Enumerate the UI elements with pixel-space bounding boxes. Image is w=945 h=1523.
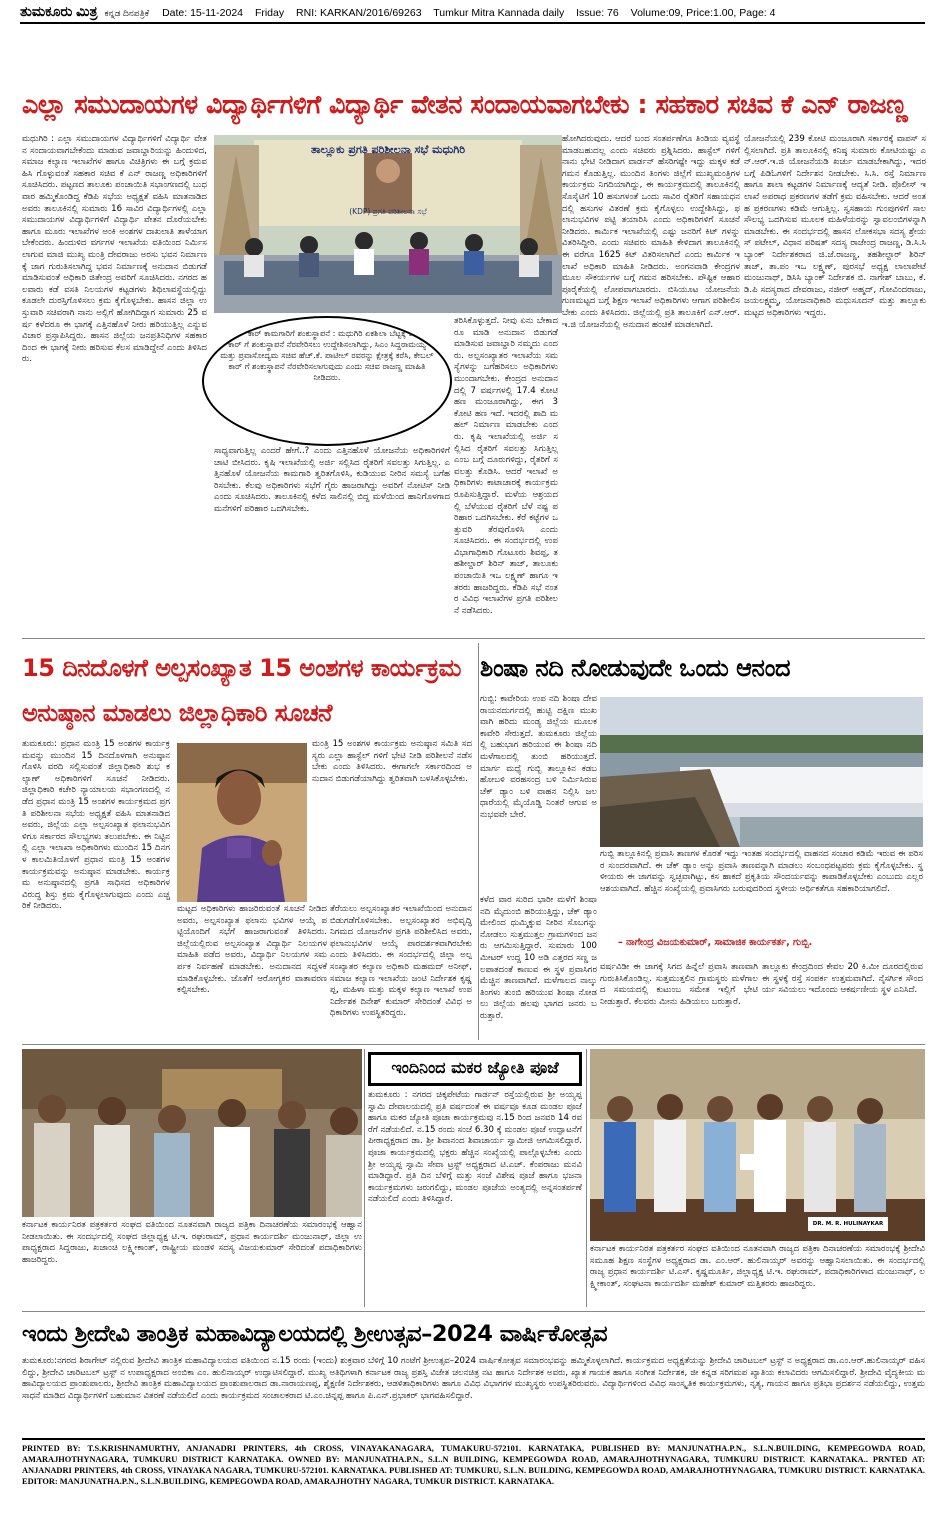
divider-1	[22, 638, 925, 639]
issue-number: Issue: 76	[576, 7, 619, 19]
story4-caption: ಕರ್ನಾಟಕ ಕಾರ್ಯನಿರತ ಪತ್ರಕರ್ತರ ಸಂಘದ ವತಿಯಿಂದ ನೂತನವಾಗಿ ರಾಜ್ಯದ ಪತ್ರಿಕಾ ದಿನಾಚರಣೆಯ ಸಮಾರಂಭಕ್ಕೆ ಆಹ್ವಾನ ನೀಡಲಾಯಿತು. ಈ ಸಂದರ್ಭದಲ್ಲಿ ಸಂಘದ ಜಿಲ್ಲಾಧ್ಯಕ್ಷ ಟಿ.ಇ. ರಘುರಾಮ್, ಪ್ರಧಾನ ಕಾರ್ಯದರ್ಶಿ ಮಂಜುನಾಥ್, ಜಿಲ್ಲಾ ಉಪಾಧ್ಯಕ್ಷರಾದ ಸಿದ್ದರಾಜು, ಖಜಾಂಚಿ ಲಕ್ಷ್ಮೀಕಾಂತ್, ರಾಷ್ಟ್ರೀಯ ಮಂಡಳಿ ಸದಸ್ಯ ವಿಜಯಕುಮಾರ್ ಸೇರಿದಂತೆ ಪದಾಧಿಕಾರಿಗಳು ಹಾಜರಿದ್ದರು.	[22, 1220, 362, 1265]
meeting-photo-graphic	[214, 135, 562, 313]
divider-vertical-2	[364, 1049, 365, 1307]
collector-photo-graphic	[177, 743, 307, 902]
story7-body: ತುಮಕೂರು:ನಗರದ ಶಿರಾಗೇಟ್ ನಲ್ಲಿರುವ ಶ್ರೀದೇವಿ ತಾಂತ್ರಿಕ ಮಹಾವಿದ್ಯಾಲಯದ ವತಿಯಿಂದ ನ.15 ರಂದು (ಇಂದು) ಶುಕ್ರವಾರ ಬೆಳಿಗ್ಗೆ 10 ಗಂಟೆಗೆ ಶ್ರೀಉತ್ಸವ–2024 ವಾರ್ಷಿಕೋತ್ಸವ ಸಮಾರಂಭವನ್ನು ಹಮ್ಮಿಕೊಳ್ಳಲಾಗಿದೆ. ಕಾರ್ಯಕ್ರಮದ ಅಧ್ಯಕ್ಷತೆಯನ್ನು ಶ್ರೀದೇವಿ ಚಾರಿಟಬಲ್ ಟ್ರಸ್ಟ್ ನ ಅಧ್ಯಕ್ಷರಾದ ಡಾ.ಎಂ.ಆರ್.ಹುಲಿನಾಯ್ಕರ್ ವಹಿಸಲಿದ್ದು, ಶ್ರೀದೇವಿ ಚಾರಿಟಬಲ್ ಟ್ರಸ್ಟ್ ನ ಉಪಾಧ್ಯಕ್ಷರಾದ ಅಂಬಿಕಾ ಎಂ. ಹುಲಿನಾಯ್ಕರ್ ಉದ್ಘಾಟಿಸಲಿದ್ದಾರೆ. ಮುಖ್ಯ ಅತಿಥಿಗಳಾಗಿ ಕರ್ನಾಟಕ ರಾಜ್ಯ ಪ್ರಶಸ್ತಿ ವಿಜೇತ ಚಲನಚಿತ್ರ ನಟ ಹಾಗೂ ನಿರ್ದೇಶಕ ಅವರು, ಖ್ಯಾತ ಗಾಯಕ ಹಾಗೂ ಸಂಗೀತ ನಿರ್ದೇಶಕ, ಜೀ ಕನ್ನಡ ಸರಿಗಮಪ ಖ್ಯಾತಿಯ ಕಲಾವಿದರು ಆಗಮಿಸಲಿದ್ದಾರೆ. ಶ್ರೀದೇವಿ ವೈದ್ಯಕೀಯ ಮಹಾವಿದ್ಯಾಲಯದ ಪ್ರಾಂಶುಪಾಲರು, ಶ್ರೀದೇವಿ ತಾಂತ್ರಿಕ ಮಹಾವಿದ್ಯಾಲಯದ ಪ್ರಾಂಶುಪಾಲರಾದ ಡಾ.ನಾರಾಯಣಪ್ಪ, ಶೈಕ್ಷಣಿಕ ನಿರ್ದೇಶಕರು, ಆಡಳಿತಾಧಿಕಾರಿಗಳು ಹಾಗೂ ವಿವಿಧ ವಿಭಾಗಗಳ ಮುಖ್ಯಸ್ಥರು ಉಪಸ್ಥಿತರಿರುವರು. ವಿದ್ಯಾರ್ಥಿಗಳಿಂದ ವಿವಿಧ ಸಾಂಸ್ಕೃತಿಕ ಕಾರ್ಯಕ್ರಮಗಳು, ನೃತ್ಯ, ಗಾಯನ ಹಾಗೂ ಪ್ರತಿಭಾ ಪ್ರದರ್ಶನ ನಡೆಯಲಿದ್ದು, ಉತ್ತಮ ಸಾಧನೆ ಮಾಡಿದ ವಿದ್ಯಾರ್ಥಿಗಳಿಗೆ ಬಹುಮಾನ ವಿತರಣೆ ನಡೆಯಲಿದೆ ಎಂದು ಕಾರ್ಯಕ್ರಮದ ಸಂಚಾಲಕರಾದ ಟಿ.ಎಂ.ಚಿನ್ನಪ್ಪ ಹಾಗೂ ಪಿ.ಎನ್.ಪ್ರಭಾಕರ್ ಭಾಗವಹಿಸಲಿದ್ದಾರೆ.	[22, 1356, 925, 1401]
divider-2	[22, 1044, 925, 1045]
page-number: Page: 4	[739, 7, 776, 19]
story2-column-2-top: ಮಂತ್ರಿ 15 ಅಂಶಗಳ ಕಾರ್ಯಕ್ರಮ ಅನುಷ್ಠಾನ ಸಮಿತಿ ಸದಸ್ಯರು ಎಲ್ಲಾ ಹಾಸ್ಟೆಲ್ ಗಳಿಗೆ ಭೇಟಿ ನೀಡಿ ಪರಿಶೀಲನೆ ನಡೆಸಬೇಕು ಎಂದು ತಿಳಿಸಿದರು. ಈಗಾಗಲೇ ಸರ್ಕಾರದಿಂದ ಅನುದಾನ ಬಿಡುಗಡೆಯಾಗಿದ್ದು ತ್ವರಿತವಾಗಿ ಬಳಸಿಕೊಳ್ಳಬೇಕು.	[312, 739, 472, 784]
masthead-rule	[20, 22, 925, 24]
story7-headline: ಇಂದು ಶ್ರೀದೇವಿ ತಾಂತ್ರಿಕ ಮಹಾವಿದ್ಯಾಲಯದಲ್ಲಿ ಶ್ರೀಉತ್ಸವ–2024 ವಾರ್ಷಿಕೋತ್ಸವ	[22, 1321, 608, 1347]
story1-under-caption: ಸಾಧ್ಯವಾಗುತ್ತಿಲ್ಲ ಎಂದರೆ ಹೇಗೆ..? ಎಂದು ಎತ್ತಿನಹೊಳೆ ಯೋಜನೆಯ ಅಧಿಕಾರಿಗಳಿಗೆ ಚಾಟಿ ಬೀಸಿದರು. ಕೃಷಿ ಇಲಾಖೆಯಲ್ಲಿ ಅರ್ಜಿ ಸಲ್ಲಿಸಿದ ರೈತರಿಗೆ ಸವಲತ್ತು ಸಿಗುತ್ತಿಲ್ಲ. ಎತ್ತಿನಹೊಳೆ ಯೋಜನೆಯ ಕಾಮಗಾರಿ ತ್ವರಿತಗೊಳಿಸಿ, ಕುಡಿಯುವ ನೀರಿನ ಸಮಸ್ಯೆ ಬಗೆಹರಿಸಬೇಕು. ಕೆಲವು ಅಧಿಕಾರಿಗಳು ಸಭೆಗೆ ಗೈರು ಹಾಜರಾಗಿದ್ದು ಅವರಿಗೆ ನೋಟಿಸ್ ನೀಡಿ ಎಂದು ಸೂಚಿಸಿದರು. ತಾಲೂಕಿನಲ್ಲಿ ಕಳೆದ ಸಾಲಿನಲ್ಲಿ ಬಿದ್ದ ಮಳೆಯಿಂದ ಹಾನಿಗೊಳಗಾದ ಮನೆಗಳಿಗೆ ಪರಿಹಾರ ಒದಗಿಸಬೇಕು.	[214, 446, 450, 514]
invitation-photo	[590, 1049, 925, 1241]
story1-column-2-right: ತರಿಸಿಕೊಳ್ಳುತ್ತದೆ. ನೀವು ಏನು ಬೇಕಾದರೂ ಮಾಡಿ ಅನುದಾನ ಬಿಡುಗಡೆ ಮಾಡಿಸುವ ಜವಾಬ್ದಾರಿ ನಮ್ಮದು ಎಂದರು. ಅಲ್ಪಸಂಖ್ಯಾತರ ಇಲಾಖೆಯ ಸಮಸ್ಯೆಗಳನ್ನು ಬಗೆಹರಿಸಲು ಅಧಿಕಾರಿಗಳು ಮುಂದಾಗಬೇಕು. ಕೇಂದ್ರದ ಅನುದಾನದಲ್ಲಿ 7 ವರ್ಷಗಳಲ್ಲಿ 17.4 ಕೋಟಿ ಹಣ ಮಂಜೂರಾಗಿದ್ದು, ಈಗ 3 ಕೋಟಿ ಹಣ ಇದೆ. ಇದರಲ್ಲಿ ಶಾದಿ ಮಹಲ್ ನಿರ್ಮಾಣ ಮಾಡಬೇಕು ಎಂದರು. ಕೃಷಿ ಇಲಾಖೆಯಲ್ಲಿ ಅರ್ಜಿ ಸಲ್ಲಿಸಿದ ರೈತರಿಗೆ ಸವಲತ್ತು ಸಿಗುತ್ತಿಲ್ಲ ಎಂಬ ಬಗ್ಗೆ ದೂರುಗಳಿದ್ದು, ರೈತರಿಗೆ ಸವಲತ್ತು ಕೊಡಿಸಿ. ಆದರೆ ಇಲಾಖೆ ಅಧಿಕಾರಿಗಳು ಕಾಟಾಚಾರಕ್ಕೆ ಕಾರ್ಯಕ್ರಮ ರೂಪಿಸುತ್ತಿದ್ದಾರೆ. ಮಳೆಯ ಆಶ್ರಯದಲ್ಲಿ ಬೆಳೆಯುವ ರೈತರಿಗೆ ಬೆಳೆ ನಷ್ಟ ಪರಿಹಾರ ಒದಗಿಸಬೇಕು. ಕೆರೆ ಕಟ್ಟೆಗಳ ಒತ್ತುವರಿ ತೆರವುಗೊಳಿಸಿ ಎಂದು ಸೂಚಿಸಿದರು. ಈ ಸಂದರ್ಭದಲ್ಲಿ ಉಪ ವಿಭಾಗಾಧಿಕಾರಿ ಗೊಟೂರು ಶಿವಪ್ಪ, ತಹಶೀಲ್ದಾರ್ ಶಿರಿನ್ ತಾಜ್, ತಾಲೂಕು ಪಂಚಾಯಿತಿ ಇಒ ಲಕ್ಷ್ಮಣ್ ಹಾಗೂ ಇತರರು ಹಾಜರಿದ್ದರು. ಕೆಡಿಪಿ ಸಭೆ ನಂತರ ವಿವಿಧ ಇಲಾಖೆಗಳ ಪ್ರಗತಿ ಪರಿಶೀಲನೆ ನಡೆಸಿದರು.	[454, 316, 558, 616]
volume-number: Volume:09,	[630, 7, 684, 19]
story2-headline-line1: 15 ದಿನದೊಳಗೆ ಅಲ್ಪಸಂಖ್ಯಾತ 15 ಅಂಶಗಳ ಕಾರ್ಯಕ್ರಮ	[22, 654, 461, 682]
invitation-photo-graphic	[590, 1049, 925, 1241]
story5-body: ತುಮಕೂರು : ನಗರದ ಚಿಕ್ಕಪೇಟೆಯ ಗಾರ್ಡನ್ ರಸ್ತೆಯಲ್ಲಿರುವ ಶ್ರೀ ಅಯ್ಯಪ್ಪ ಸ್ವಾಮಿ ದೇವಾಲಯದಲ್ಲಿ ಪ್ರತಿ ವರ್ಷದಂತೆ ಈ ವರ್ಷವೂ ಕೂಡ ಮಂಡಲ ಪೂಜೆ ಹಾಗೂ ಮಕರ ಜ್ಯೋತಿ ಪೂಜಾ ಕಾರ್ಯಕ್ರಮವು ನ.15 ರಿಂದ ಜನವರಿ 14 ರವರೆಗೆ ನಡೆಯಲಿದೆ. ನ.15 ರಂದು ಸಂಜೆ 6.30 ಕ್ಕೆ ಮಂಡಲ ಪೂಜೆ ಉದ್ಘಾಟನೆಗೆ ಪೀಠಾಧ್ಯಕ್ಷರಾದ ಡಾ. ಶ್ರೀ ಶಿವಾನಂದ ಶಿವಾಚಾರ್ಯ ಸ್ವಾಮೀಜಿ ಆಗಮಿಸಲಿದ್ದಾರೆ. ಪೂಜಾ ಕಾರ್ಯಕ್ರಮದಲ್ಲಿ ಭಕ್ತರು ಹೆಚ್ಚಿನ ಸಂಖ್ಯೆಯಲ್ಲಿ ಪಾಲ್ಗೊಳ್ಳಬೇಕು ಎಂದು ಶ್ರೀ ಅಯ್ಯಪ್ಪ ಸ್ವಾಮಿ ಸೇವಾ ಟ್ರಸ್ಟ್ ಅಧ್ಯಕ್ಷರಾದ ಟಿ.ಎಚ್. ಕೆಂಪರಾಜು ಮನವಿ ಮಾಡಿದ್ದಾರೆ. ಪ್ರತಿ ದಿನ ಬೆಳಿಗ್ಗೆ ಮತ್ತು ಸಂಜೆ ವಿಶೇಷ ಪೂಜೆ ಹಾಗೂ ಭಜನಾ ಕಾರ್ಯಕ್ರಮಗಳು ಜರುಗಲಿದ್ದು, ಮಂಡಲ ಪೂಜೆಯ ಅಂತ್ಯದಲ್ಲಿ ಅನ್ನಸಂತರ್ಪಣೆ ನಡೆಯಲಿದೆ ಎಂದು ತಿಳಿಸಿದ್ದಾರೆ.	[368, 1090, 582, 1205]
story6-caption: ಕರ್ನಾಟಕ ಕಾರ್ಯನಿರತ ಪತ್ರಕರ್ತರ ಸಂಘದ ವತಿಯಿಂದ ನೂತನವಾಗಿ ರಾಜ್ಯದ ಪತ್ರಿಕಾ ದಿನಾಚರಣೆಯ ಸಮಾರಂಭಕ್ಕೆ ಶ್ರೀದೇವಿ ಸಮೂಹ ಶಿಕ್ಷಣ ಸಂಸ್ಥೆಗಳ ಅಧ್ಯಕ್ಷರಾದ ಡಾ. ಎಂ.ಆರ್. ಹುಲಿನಾಯ್ಕರ್ ಅವರನ್ನು ಆಹ್ವಾನಿಸಲಾಯಿತು. ಈ ಸಂದರ್ಭದಲ್ಲಿ ರಾಜ್ಯ ಪ್ರಧಾನ ಕಾರ್ಯದರ್ಶಿ ಟಿ.ಎಸ್. ಕೃಷ್ಣಮೂರ್ತಿ, ಜಿಲ್ಲಾಧ್ಯಕ್ಷ ಟಿ.ಇ. ರಘುರಾಮ್, ಪದಾಧಿಕಾರಿಗಳಾದ ಮಂಜುನಾಥ್, ಲಕ್ಷ್ಮೀಕಾಂತ್, ಸಂಘಟನಾ ಕಾರ್ಯದರ್ಶಿ ಮಹೇಶ್ ಕುಮಾರ್ ಮತ್ತಿತರರು ಹಾಜರಿದ್ದರು.	[590, 1244, 925, 1289]
story1-photo	[214, 135, 562, 313]
collector-photo	[177, 743, 307, 902]
nameplate: DR. M. R. HULINAYKAR	[812, 1221, 884, 1227]
story3-wide-text: ಗುಬ್ಬಿ ತಾಲ್ಲೂಕಿನಲ್ಲಿ ಪ್ರವಾಸಿ ತಾಣಗಳ ಕೊರತೆ ಇದ್ದು ಇಂತಹ ಸಂದರ್ಭದಲ್ಲಿ ವಾಹನದ ಸಂಚಾರ ಕಡಿಮೆ ಇರುವ ಈ ಪರಿಸರ ಸುಂದರವಾಗಿದೆ. ಈ ಚೆಕ್ ಡ್ಯಾಂ ಅನ್ನು ಪ್ರವಾಸಿ ತಾಣವನ್ನಾಗಿ ಮಾಡಲು ಸಂಬಂಧಪಟ್ಟವರು ಕ್ರಮ ಕೈಗೊಳ್ಳಬೇಕು. ಸ್ಥಳೀಯರು ಈ ಜಾಗವನ್ನು ಸ್ವಚ್ಛವಾಗಿಟ್ಟು, ಕಸ ಹಾಕದೆ ಪ್ರಕೃತಿಯ ಸೌಂದರ್ಯವನ್ನು ಕಾಪಾಡಿಕೊಳ್ಳಬೇಕು ಎಂಬುದು ಎಲ್ಲರ ಆಶಯವಾಗಿದೆ. ಹೆಚ್ಚಿನ ಸಂಖ್ಯೆಯಲ್ಲಿ ಪ್ರವಾಸಿಗರು ಬರುವುದರಿಂದ ಸ್ಥಳೀಯ ಆರ್ಥಿಕತೆಗೂ ಸಹಕಾರಿಯಾಗಲಿದೆ.	[600, 849, 923, 894]
story1-column-4: ಯೋಜನೆಯಲ್ಲಿ 239 ಕೋಟಿ ಮಂಜೂರಾಗಿ ಸರ್ಕಾರಕ್ಕೆ ವಾಪಸ್ ಸಲ್ಲಿಸಲಾಗಿದೆ. ಪ್ರತಿ ತಾಲೂಕಿನಲ್ಲಿ ಕನಿಷ್ಠ ಸುಮಾರು ಕೋಟಿಯಷ್ಟು ಎನ್.ಆರ್.ಇ.ಜಿ ಯೋಜನೆಯಡಿ ಖರ್ಚು ಮಾಡಬೇಕಾಗಿದ್ದು, ಇದರ ಬಗ್ಗೆ ಪಿಡಿಓಗಳಿಗೆ ನಿರ್ದೇಶನ ನೀಡಬೇಕು. ಸಿ.ಸಿ. ರಸ್ತೆ ನಿರ್ಮಾಣ ಹಾಗೂ ಶಾಲಾ ಕಟ್ಟಡಗಳ ನಿರ್ಮಾಣಕ್ಕೆ ಆದ್ಯತೆ ನೀಡಿ. ಪೊಲೀಸ್ ಇಲಾಖೆ ಅಪರಾಧ ಪ್ರಕರಣಗಳ ತಡೆಗೆ ಕ್ರಮ ವಹಿಸಬೇಕು. ಆದರೆ ಅಂತಹ ಪ್ರಕರಣಗಳು ಕಡಿಮೆ ಆಗುತ್ತಿಲ್ಲ. ಸ್ವಸಹಾಯ ಗುಂಪುಗಳಿಗೆ ಸಾಲ ಸೌಲಭ್ಯ ಒದಗಿಸುವ ಮೂಲಕ ಮಹಿಳೆಯರನ್ನು ಸ್ವಾವಲಂಬಿಗಳನ್ನಾಗಿ ಮಾಡಬೇಕು. ಈ ಸಂದರ್ಭದಲ್ಲಿ ಹಾಸನ ಲೋಕಸಭಾ ಸದಸ್ಯ ಶ್ರೇಯಸ್ ಪಟೇಲ್, ವಿಧಾನ ಪರಿಷತ್ ಸದಸ್ಯ ರಾಜೇಂದ್ರ ರಾಜಣ್ಣ, ಡಿ.ಸಿ.ಸಿ ಬ್ಯಾಂಕ್ ನಿರ್ದೇಶಕರಾದ ಜಿ.ಜೆ.ರಾಜಣ್ಣ, ತಹಶೀಲ್ದಾರ್ ಶಿರಿನ್ ತಾಜ್, ತಾ.ಪಂ ಇಒ ಲಕ್ಷ್ಮಣ್, ಪುರಸಭೆ ಅಧ್ಯಕ್ಷ ಲಾಲಾಪೇಟೆ ಮಂಜುನಾಥ್, ಡಿಸಿಸಿ ಬ್ಯಾಂಕ್ ನಿರ್ದೇಶಕ ಬಿ. ನಾಗೇಶ್ ಬಾಬು, ಕೆ.ಡಿ.ಪಿ ಸದಸ್ಯರಾದ ದೇವರಾಜು, ನಜೀರ್ ಅಹ್ಮದ್, ಗೋವಿಂದರಾಜು, ಜಯಲಕ್ಷ್ಮಮ್ಮ, ಯೋಜನಾಧಿಕಾರಿ ಮಧುಸೂದನ್ ಮತ್ತು ತಾಲ್ಲೂಕು ಮಟ್ಟದ ಅಧಿಕಾರಿಗಳು ಇದ್ದರು.	[744, 134, 926, 318]
story3-column-3b: ತಾಲ್ಲೂಕು ಕೇಂದ್ರದಿಂದ ಕೇವಲ 20 ಕಿ.ಮೀ ದೂರದಲ್ಲಿರುವ ಈ ಸ್ಥಳಕ್ಕೆ ರಸ್ತೆ ಸಂಪರ್ಕ ಉತ್ತಮವಾಗಿದೆ. ನೈಸರ್ಗಿಕ ಸೌಂದರ್ಯ ಸವಿಯಲು ಇದೊಂದು ಆಕರ್ಷಣೀಯ ಸ್ಥಳ ಎನಿಸಿದೆ.	[762, 962, 923, 996]
price: Price:1.00,	[686, 7, 737, 19]
story3-column-2: ಕಳೆದ ವಾರ ಸುರಿದ ಭಾರೀ ಮಳೆಗೆ ಶಿಂಷಾ ನದಿ ಮೈದುಂಬಿ ಹರಿಯುತ್ತಿದ್ದು, ಚೆಕ್ ಡ್ಯಾಂ ಮೇಲಿಂದ ಧುಮ್ಮಿಕ್ಕುವ ನೀರಿನ ಸೊಬಗನ್ನು ನೋಡಲು ಸುತ್ತಮುತ್ತಲ ಗ್ರಾಮಗಳಿಂದ ಜನರು ಆಗಮಿಸುತ್ತಿದ್ದಾರೆ. ಸುಮಾರು 100 ಮೀಟರ್ ಉದ್ದ 10 ಅಡಿ ಎತ್ತರದ ಸಣ್ಣ ಜಲಪಾತದಂತೆ ಕಾಣುವ ಈ ಸ್ಥಳ ಪ್ರವಾಸಿಗರ ಮೆಚ್ಚಿನ ತಾಣವಾಗಿದೆ. ಮಳೆಗಾಲದ ನಾಲ್ಕು ತಿಂಗಳು ತುಂಬಿ ಹರಿಯುವ ಶಿಂಷಾ ನೋಡಲು ಜಿಲ್ಲೆಯ ಹಲವು ಭಾಗದ ಜನರು ಬರುತ್ತಾರೆ.	[480, 895, 597, 1021]
divider-vertical-3	[586, 1049, 587, 1307]
issue-date: Date: 15-11-2024	[162, 7, 244, 19]
press-club-photo-graphic	[22, 1049, 362, 1217]
river-photo-graphic	[600, 697, 923, 847]
footer-rule	[22, 1438, 925, 1440]
masthead	[20, 0, 925, 22]
paper-logo: ತುಮಕೂರು ಮಿತ್ರ	[20, 3, 98, 19]
story5-headline: ಇಂದಿನಿಂದ ಮಕರ ಜ್ಯೋತಿ ಪೂಜೆ	[368, 1052, 582, 1086]
story1-column-3: ಹೋಗಿದರುವುದು. ಆದರೆ ಬಂದ ಸಂತರ್ಪಣೆಗೂ ತಿಂಡಿಯ ವ್ಯವಸ್ಥೆ ಮಾಡಬಹುದಲ್ಲ ಎಂದು ಸಚಿವರು ಪ್ರಶ್ನಿಸಿದರು. ಹಾಸ್ಟೆಲ್ ಗಳಿಗೆ ನಾನು ಭೇಟಿ ನೀಡಿದಾಗ ವಾರ್ಡನ್ ಹೆಸರಿಗಷ್ಟೇ ಇದ್ದು ಮಕ್ಕಳ ಕಡೆ ಗಮನ ಕೊಡುತ್ತಿಲ್ಲ. ಮುಂದಿನ ತಿಂಗಳು ಜಿಲ್ಲೆಗೆ ಮುಖ್ಯಮಂತ್ರಿಗಳ ಕಾರ್ಯಕ್ರಮ ನಿಗದಿಯಾಗಿದ್ದು, ಈ ಕಾರ್ಯಕ್ರಮದಲ್ಲಿ ತಾಲೂಕಿನಲ್ಲಿ ಸೊಸೈಟಿಗೆ 10 ಹಸುಗಳಂತೆ ಒಂದು ಸಾವಿರ ರೈತರಿಗೆ ಸಹಾಯಧನದಲ್ಲಿ ಹಸುಗಳ ವಿತರಣೆ ಕ್ರಮ ಕೈಗೊಳ್ಳಲು ಉದ್ದೇಶಿಸಿದ್ದು, ಫಲಾನುಭವಿಗಳ ಪಟ್ಟಿ ತಯಾರಿಸಿ ಎಂದು ಅಧಿಕಾರಿಗಳಿಗೆ ಸೂಚನೆ ನೀಡಿದರು. ಕಾರ್ಮಿಕ ಇಲಾಖೆಯಲ್ಲಿ ಎಷ್ಟು ಜನರಿಗೆ ಕಿಟ್ ಗಳನ್ನು ವಿತರಿಸಿದ್ದೀರಿ. ಎಂದು ಸಚಿವರು ಮಾಹಿತಿ ಕೇಳಿದಾಗ ತಾಲೂಕಿನಲ್ಲಿ ಈ ವರೆಗೂ 1625 ಕಿಟ್ ವಿತರಿಸಲಾಗಿದೆ ಎಂದು ಕಾರ್ಮಿಕ ಇಲಾಖೆ ಅಧಿಕಾರಿ ಮಾಹಿತಿ ನೀಡಿದರು. ಅಂಗನವಾಡಿ ಕೇಂದ್ರಗಳ ಮೂಲ ಸೌಕರ್ಯಗಳ ಬಗ್ಗೆ ಗಮನ ಹರಿಸಬೇಕು. ಪೌಷ್ಟಿಕ ಆಹಾರ ಪೂರೈಕೆಯಲ್ಲಿ ಲೋಪವಾಗಬಾರದು. ಬಿಸಿಯೂಟ ಯೋಜನೆಯ ಗುಣಮಟ್ಟದ ಬಗ್ಗೆ ಶಿಕ್ಷಣ ಇಲಾಖೆ ಅಧಿಕಾರಿಗಳು ಆಗಾಗ ಪರಿಶೀಲಿಸಬೇಕು ಎಂದು ತಿಳಿಸಿದರು. ಜಿಲ್ಲೆಯಲ್ಲಿ ಪ್ರತಿ ತಾಲೂಕಿಗೆ ಎನ್.ಆರ್.ಇ.ಜಿ ಯೋಜನೆಯಲ್ಲಿ ಅನುದಾನ ಹಂಚಿಕೆ ಮಾಡಲಾಗಿದೆ.	[562, 134, 740, 330]
photo-kdp-text: (KDP) ಪ್ರಗತಿ ಪರಿಶೀಲನಾ ಸಭೆ	[349, 207, 427, 216]
story3-signature: – ನಾಗೇಂದ್ರ ವಿಜಯಕುಮಾರ್, ಸಾಮಾಜಿಕ ಕಾರ್ಯಕರ್ತ, ಗುಬ್ಬಿ.	[618, 937, 813, 948]
divider-vertical-1	[478, 643, 479, 1040]
shimsha-river-photo	[600, 697, 923, 847]
paper-subtitle: ಕನ್ನಡ ದಿನಪತ್ರಿಕೆ	[104, 8, 150, 18]
story2-column-1: ತುಮಕೂರು: ಪ್ರಧಾನ ಮಂತ್ರಿ 15 ಅಂಶಗಳ ಕಾರ್ಯಕ್ರಮವನ್ನು ಮುಂದಿನ 15 ದಿನದೊಳಗಾಗಿ ಅನುಷ್ಠಾನಗೊಳಿಸಿ ವರದಿ ಸಲ್ಲಿಸುವಂತೆ ಜಿಲ್ಲಾಧಿಕಾರಿ ಶುಭ ಕಲ್ಯಾಣ್ ಅಧಿಕಾರಿಗಳಿಗೆ ಸೂಚನೆ ನೀಡಿದರು. ಜಿಲ್ಲಾಧಿಕಾರಿ ಕಚೇರಿ ನ್ಯಾಯಾಲಯ ಸಭಾಂಗಣದಲ್ಲಿ ನಡೆದ ಪ್ರಧಾನ ಮಂತ್ರಿ 15 ಅಂಶಗಳ ಕಾರ್ಯಕ್ರಮದ ಪ್ರಗತಿ ಪರಿಶೀಲನಾ ಸಭೆಯ ಅಧ್ಯಕ್ಷತೆ ವಹಿಸಿ ಮಾತನಾಡಿದ ಅವರು, ಜಿಲ್ಲೆಯ ಎಲ್ಲಾ ಅಲ್ಪಸಂಖ್ಯಾತ ಫಲಾನುಭವಿಗಳಿಗೂ ಸರ್ಕಾರದ ಸೌಲಭ್ಯಗಳು ತಲುಪಬೇಕು. ಈ ನಿಟ್ಟಿನಲ್ಲಿ ಎಲ್ಲಾ ಇಲಾಖಾ ಅಧಿಕಾರಿಗಳು ಮುಂದಿನ 15 ದಿನಗಳ ಕಾಲಮಿತಿಯೊಳಗೆ ಪ್ರಧಾನ ಮಂತ್ರಿ 15 ಅಂಶಗಳ ಕಾರ್ಯಕ್ರಮವನ್ನು ಅನುಷ್ಠಾನ ಮಾಡಬೇಕು. ಕಾರ್ಯಕ್ರಮ ಅನುಷ್ಠಾನದಲ್ಲಿ ಪ್ರಗತಿ ಸಾಧಿಸದ ಅಧಿಕಾರಿಗಳ ವಿರುದ್ಧ ಶಿಸ್ತು ಕ್ರಮ ಕೈಗೊಳ್ಳಲಾಗುವುದು ಎಂದು ಎಚ್ಚರಿಕೆ ನೀಡಿದರು.	[22, 739, 170, 912]
issue-day: Friday	[254, 7, 285, 19]
story1-headline: ಎಲ್ಲಾ ಸಮುದಾಯಗಳ ವಿದ್ಯಾರ್ಥಿಗಳಿಗೆ ವಿದ್ಯಾರ್ಥಿ ವೇತನ ಸಂದಾಯವಾಗಬೇಕು : ಸಹಕಾರ ಸಚಿವ ಕೆ ಎನ್ ರಾಜಣ್ಣ	[22, 90, 908, 120]
divider-3	[22, 1311, 925, 1312]
cable-car-caption: ಕೇಬಲ್ ಕಾರ್ ಕಾಮಗಾರಿಗೆ ಶಂಕುಸ್ಥಾಪನೆ : ಮಧುಗಿರಿ ಏಕಶಿಲಾ ಬೆಟ್ಟಕ್ಕೆ ಕೇಬಲ್ ಕಾರ್ ಗೆ ಶಂಕುಸ್ಥಾಪನೆ ನೆರವೇರಿಸಲು ಉದ್ದೇಶಿಸಲಾಗಿದ್ದು, ಸಿಎಂ ಸಿದ್ದರಾಮಯ್ಯ ಮತ್ತು ಪ್ರವಾಸೋದ್ಯಮ ಸಚಿವ ಹೆಚ್.ಕೆ. ಪಾಟೀಲ್ ರವರನ್ನು ಕ್ಷೇತ್ರಕ್ಕೆ ಕರೆಸಿ, ಕೇಬಲ್ ಕಾರ್ ಗೆ ಶಂಕುಸ್ಥಾಪನೆ ನೆರವೇರಿಸಲಾಗುವುದು ಎಂದು ಸಚಿವ ರಾಜಣ್ಣ ಮಾಹಿತಿ ನೀಡಿದರು.	[202, 316, 452, 446]
story3-column-3a: ವರ್ಷವಿಡೀ ಈ ಜಾಗಕ್ಕೆ ಸಿಗದ ಹಿನ್ನೆಲೆ ಪ್ರವಾಸಿ ತಾಣವಾಗಿ ಗುರುತಿಸಿಕೊಂಡಿಲ್ಲ. ಸುತ್ತಮುತ್ತಲಿನ ಗ್ರಾಮಸ್ಥರು ಮಳೆಗಾಲದ ಸಮಯದಲ್ಲಿ ಕುಟುಂಬ ಸಮೇತ ಇಲ್ಲಿಗೆ ಭೇಟಿ ನೀಡುತ್ತಾರೆ. ಕೆಲವರು ಮೀನು ಹಿಡಿಯಲು ಬರುತ್ತಾರೆ.	[600, 962, 758, 1007]
story1-column-1: ಮಧುಗಿರಿ : ಎಲ್ಲಾ ಸಮುದಾಯಗಳ ವಿದ್ಯಾರ್ಥಿಗಳಿಗೆ ವಿದ್ಯಾರ್ಥಿ ವೇತನ ಸಂದಾಯವಾಗಬೇಕೆಂದು ಮಾಡುವ ಜವಾಬ್ದಾರಿಯನ್ನು ಹಿಂದುಳಿದ, ಸಮಾಜ ಕಲ್ಯಾಣ ಇಲಾಖೆಗಳ ಹಾಗೂ ವಿಚಿತ್ರಿಗಳು ಈ ಬಗ್ಗೆ ಕ್ರಮವಹಿಸಿ ಗೊಳ್ಳುವಂತೆ ಸಹಕಾರ ಸಚಿವ ಕೆ ಎನ್ ರಾಜಣ್ಣ ಅಧಿಕಾರಿಗಳಿಗೆ ಸೂಚಿಸಿದರು. ಪಟ್ಟಣದ ತಾಲೂಕು ಪಂಚಾಯಿತಿ ಸಭಾಂಗಣದಲ್ಲಿ ಬುಧವಾರ ಹಮ್ಮಿಕೊಂಡಿದ್ದ ಕೆಡಿಪಿ ಸಭೆಯ ಅಧ್ಯಕ್ಷತೆ ವಹಿಸಿ ಮಾತನಾಡಿದ ಅವರು ತಾಲೂಕಿನಲ್ಲಿ ಸುಮಾರು 16 ಸಾವಿರ ವಿದ್ಯಾರ್ಥಿಗಳಲ್ಲಿ ಎಲ್ಲಾ ಸಮುದಾಯಗಳ ವಿದ್ಯಾರ್ಥಿಗಳಿಗೆ ವಿದ್ಯಾರ್ಥಿ ವೇತನ ದೊರೆಯಬೇಕು ಹಾಗೂ ಮೂರು ಇಲಾಖೆಗಳ ಅಂಕಿ ಅಂಶಗಳ ದಾಖಲಾತಿ ತಾಳೆಯಾಗಬೇಕೆಂದರು. ಹಿಂದುಳಿದ ವರ್ಗಗಳ ಇಲಾಖೆಯ ವತಿಯಿಂದ ನಿರ್ಮಿಸಲಾಗುವ ಮಾಜಿ ಮುಖ್ಯ ಮಂತ್ರಿ ದೇವರಾಜು ಅರಸು ಭವನ ನಿರ್ಮಾಣಕ್ಕೆ ಜಾಗ ಗುರುತಿಸಲಾಗಿದ್ದ ಭವನ ನಿರ್ಮಾಣಕ್ಕೆ ಅನುದಾನ ಬಿಡುಗಡೆ ಮಾಡಿಸುವಂತೆ ಅಧಿಕಾರಿ ಜಿತೇಂದ್ರ ಅವರಿಗೆ ಸೂಚಿಸಿದರು. ನಗರದ ಹಲವಾರು ಕಡೆ ವಸತಿ ನಿಲಯಗಳ ಕಟ್ಟಡಗಳು ಶಿಥಿಲಾವಸ್ಥೆಯಲ್ಲಿದ್ದು ಕೂಡಲೇ ದುರಸ್ತಿಗೊಳಿಸಲು ಕ್ರಮ ಕೈಗೊಳ್ಳಬೇಕು. ಹಾಸನ ಜಿಲ್ಲಾ ಉಸ್ತುವಾರಿ ಸಚಿವರಾಗಿ ನಾನು ಅಲ್ಲಿಗೆ ಹೋಗಿದಿದ್ದಾಗ ಸುಮಾರು 25 ವರ್ಷ ಕಳೆದರೂ ಈ ಭಾಗಕ್ಕೆ ಎತ್ತಿನಹೊಳೆ ನೀರು ಹರಿಯುತ್ತಿಲ್ಲ ಎನ್ನುವ ವಿಚಾರ ಪ್ರಸ್ತಾಪಿಸಿದ್ದರು. ಹಾಸನ ಜಿಲ್ಲೆಯ ಜನಪ್ರತಿನಿಧಿಗಳ ಸಹಕಾರದಿಂದ ಈ ಭಾಗಕ್ಕೆ ನೀರು ಹರಿಸುವ ಕೆಲಸ ಮಾಡಿದ್ದೇನೆ ಎಂದು ತಿಳಿಸಿದರು.	[22, 134, 207, 365]
story2-column-2-bottom: ಮಟ್ಟದ ಅಧಿಕಾರಿಗಳು ಹಾಜರಿರುವಂತೆ ಸೂಚನೆ ನೀಡಿದ ಅವರು, ಅಲ್ಪಸಂಖ್ಯಾತ ಫಲಾನು ಭವಿಗಳ ಆಯ್ಕೆ ಪಟ್ಟಿಯೊಂದಿಗೆ ಸಭೆಗೆ ಹಾಜರಾಗುವಂತೆ ತಿಳಿಸಿದರು. ಜಿಲ್ಲೆಯಲ್ಲಿರುವ ಅಲ್ಪಸಂಖ್ಯಾತ ವಿದ್ಯಾರ್ಥಿ ನಿಲಯಗಳ ಮಾಹಿತಿ ಪಡೆದ ಅವರು, ವಿದ್ಯಾರ್ಥಿ ನಿಲಯಗಳ ಸಮರ್ಪಕ ನಿರ್ವಹಣೆ ಮಾಡಬೇಕು. ಅನುದಾನದ ಸದ್ಬಳಕೆ ಮಾಡಿಕೊಳ್ಳಬೇಕು. ಜೊತೆಗೆ ಆರೋಗ್ಯಕರ ವಾತಾವರಣ ಕಲ್ಪಿಸಬೇಕು.	[177, 904, 327, 996]
story3-headline: ಶಿಂಷಾ ನದಿ ನೋಡುವುದೇ ಒಂದು ಆನಂದ	[480, 654, 790, 682]
story2-headline-line2: ಅನುಷ್ಠಾನ ಮಾಡಲು ಜಿಲ್ಲಾಧಿಕಾರಿ ಸೂಚನೆ	[22, 699, 332, 727]
story2-column-3: ತೆರೆಯಲು ಅಲ್ಪಸಂಖ್ಯಾತರ ಇಲಾಖೆಯಿಂದ ಅನುದಾನ ಬಿಡುಗಡೆಗೊಳಿಸಬೇಕು. ಅಲ್ಪಸಂಖ್ಯಾತರ ಅಭಿವೃದ್ಧಿ ನಿಗಮದ ಯೋಜನೆಗಳ ಪ್ರಗತಿ ಪರಿಶೀಲಿಸಿದ ಅವರು, ಫಲಾನುಭವಿಗಳ ಆಯ್ಕೆ ಪಾರದರ್ಶಕವಾಗಿರಬೇಕು ಎಂದು ತಿಳಿಸಿದರು. ಈ ಸಂದರ್ಭದಲ್ಲಿ ಜಿಲ್ಲಾ ಅಲ್ಪಸಂಖ್ಯಾತರ ಕಲ್ಯಾಣ ಅಧಿಕಾರಿ ಮಹಮದ್ ಅನೀಫ್, ಸಮಾಜ ಕಲ್ಯಾಣ ಇಲಾಖೆಯ ಜಂಟಿ ನಿರ್ದೇಶಕ ಕೃಷ್ಣಪ್ಪ, ಮಹಿಳಾ ಮತ್ತು ಮಕ್ಕಳ ಕಲ್ಯಾಣ ಇಲಾಖೆ ಉಪ ನಿರ್ದೇಶಕ ದಿನೇಶ್ ಕುಮಾರ್ ಸೇರಿದಂತೆ ವಿವಿಧ ಅಧಿಕಾರಿಗಳು ಉಪಸ್ಥಿತರಿದ್ದರು.	[330, 904, 472, 1019]
press-club-photo	[22, 1049, 362, 1217]
imprint-footer: PRINTED BY: T.S.KRISHNAMURTHY, ANJANADRI PRINTERS, 4th CROSS, VINAYAKANAGARA, TUMAKURU-572101. KARNATAKA, PUBLISHED BY: MANJUNATHA.P.N., S.L.N.BUILDING, KEMPEGOWDA ROAD, AMARAJHOTHYNAGARA, TUMKURU DISTRICT KARNATAKA. OWNED BY: MANJUNATHA.P.N., S.L.N BUILDING, KEMPEGOWDA ROAD, AMARAJHOTHYNAGARA, TUMKURU DISTRICT. KARNATAKA.. PRNTED AT: ANJANADRI PRINTERS, 4th CROSS, VINAYAKA NAGARA, TUMKURU-572101. KARNATAKA. PUBLISHED AT: TUMKURU, S.L.N. BUILDING, KEMPEGOWDA ROAD, AMARAJHOTHYNAGARA, TUMKURU DISTRICT. KARNATAKA. EDITOR: MANJUNATHA.P.N., S.L.N.BUILDING, KEMPEGOWDA ROAD, AMARAJHOTHY NAGARA, TUMKUR DISTRICT. KARNATAKA.	[22, 1444, 925, 1486]
story3-column-1: ಗುಬ್ಬಿ: ಕಾವೇರಿಯ ಉಪ ನದಿ ಶಿಂಷಾ ದೇವರಾಯನದುರ್ಗದಲ್ಲಿ ಹುಟ್ಟಿ ದಕ್ಷಿಣ ಮುಖವಾಗಿ ಹರಿದು ಮಂಡ್ಯ ಜಿಲ್ಲೆಯ ಮೂಲಕ ಕಾವೇರಿ ಸೇರುತ್ತದೆ. ತುಮಕೂರು ಜಿಲ್ಲೆಯಲ್ಲಿ ಬಹುಭಾಗ ಹರಿಯುವ ಈ ಶಿಂಷಾ ನದಿ ಮಳೆಗಾಲದಲ್ಲಿ ತುಂಬಿ ಹರಿಯುತ್ತದೆ. ಮಾರ್ಗ ಮಧ್ಯೆ ಗುಬ್ಬಿ ತಾಲ್ಲೂಕಿನ ಕಡಬ ಹೋಬಳಿ ವರಹಸಂದ್ರ ಬಳಿ ನಿರ್ಮಿಸಿರುವ ಚೆಕ್ ಡ್ಯಾಂ ಬಳಿ ವಾಹನ ನಿಲ್ಲಿಸಿ ಜಲಧಾರೆಯಲ್ಲಿ ಮೈಯೊಡ್ಡಿ ನಿಂತರೆ ಆಗುವ ಅನುಭವವೇ ಬೇರೆ.	[480, 694, 597, 820]
photo-banner-text: ತಾಲ್ಲೂಕು ಪ್ರಗತಿ ಪರಿಶೀಲನಾ ಸಭೆ ಮಧುಗಿರಿ	[310, 143, 466, 156]
rni-number: RNI: KARKAN/2016/69263	[296, 7, 422, 19]
paper-name: Tumkur Mitra Kannada daily	[433, 7, 565, 19]
